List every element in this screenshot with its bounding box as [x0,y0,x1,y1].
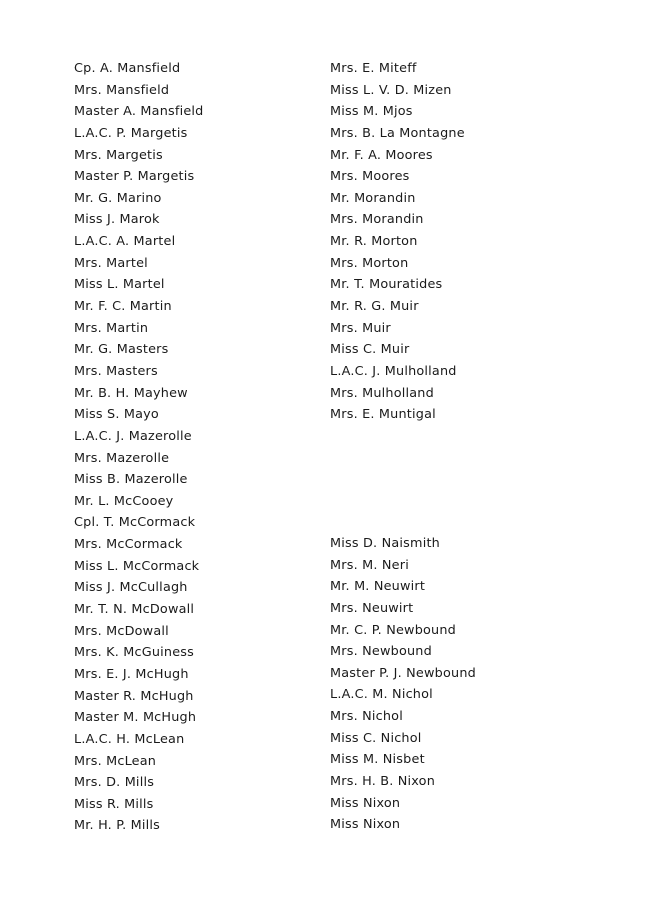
list-item: Miss Nixon [330,795,401,811]
list-item: Miss B. Mazerolle [74,472,188,488]
list-item: Mrs. Masters [74,363,158,379]
list-item: Mr. F. A. Moores [330,147,433,163]
list-item: Master P. J. Newbound [330,665,476,681]
list-item: Mr. R. G. Muir [330,299,419,315]
list-item: Mrs. Martin [74,320,149,336]
name-list-right-m [330,58,465,426]
list-item: Mrs. D. Mills [74,775,155,791]
list-item: Master M. McHugh [74,710,197,726]
list-item: L.A.C. P. Margetis [74,125,188,141]
list-item: Mrs. H. B. Nixon [330,774,436,790]
list-item: Miss R. Mills [74,796,154,812]
list-item: L.A.C. H. McLean [74,731,185,747]
list-item: Mrs. McCormack [74,537,183,553]
list-item: Cp. A. Mansfield [74,61,181,76]
list-item: Mrs. McDowall [74,623,169,639]
list-item: Mrs. Morandin [330,212,424,228]
list-item: Mr. Morandin [330,190,416,206]
list-item: Miss J. Marok [74,212,160,228]
list-item: Miss M. Mjos [330,104,413,120]
list-item: Mrs. Neuwirt [330,600,414,616]
list-item: Mr. R. Morton [330,234,418,250]
list-item: Mrs. Margetis [74,147,163,163]
list-item: Miss M. Nisbet [330,752,425,768]
list-item: Mrs. Mansfield [74,82,170,98]
list-item: Miss C. Nichol [330,730,422,746]
list-item: L.A.C. J. Mulholland [330,363,457,379]
list-item: Mrs. B. La Montagne [330,125,465,141]
list-item: L.A.C. A. Martel [74,234,176,250]
list-item: Mrs. Nichol [330,709,403,725]
list-item: Mrs. M. Neri [330,557,409,573]
list-item: Mr. G. Masters [74,342,169,358]
list-item: Mrs. Moores [330,169,410,185]
list-item: Mrs. Mazerolle [74,450,170,466]
list-item: Master R. McHugh [74,688,194,704]
list-item: Mrs. K. McGuiness [74,645,195,661]
list-item: L.A.C. J. Mazerolle [74,428,192,444]
list-item: Miss L. McCormack [74,558,200,574]
list-item: Mrs. E. Muntigal [330,407,436,423]
list-item: Miss S. Mayo [74,407,159,423]
list-item: Miss D. Naismith [330,536,440,551]
list-item: Cpl. T. McCormack [74,515,196,531]
list-item: Mrs. E. J. McHugh [74,666,189,682]
list-item: Miss L. V. D. Mizen [330,82,452,98]
list-item: Mrs. McLean [74,753,157,769]
name-list-right-n [330,533,476,836]
list-item: Mr. T. Mouratides [330,277,443,293]
list-item: Mr. F. C. Martin [74,299,172,315]
list-item: Mrs. Mulholland [330,385,434,401]
list-item: Mrs. Newbound [330,644,432,660]
list-item: Mr. T. N. McDowall [74,602,195,618]
list-item: Mr. G. Marino [74,190,162,206]
name-list-left [74,58,204,837]
list-item: Mrs. E. Miteff [330,61,417,76]
list-item: Mr. M. Neuwirt [330,579,426,595]
list-item: Miss Nixon [330,817,401,833]
list-item: Mr. H. P. Mills [74,818,161,834]
list-item: Mrs. Muir [330,320,391,336]
list-item: Master P. Margetis [74,169,195,185]
list-item: Mrs. Martel [74,255,148,271]
list-item: Miss L. Martel [74,277,165,293]
list-item: Mrs. Morton [330,255,409,271]
list-item: Master A. Mansfield [74,104,204,120]
list-item: Mr. C. P. Newbound [330,622,457,638]
list-item: Mr. L. McCooey [74,493,174,509]
list-item: Miss C. Muir [330,342,410,358]
list-item: Miss J. McCullagh [74,580,188,596]
list-item: L.A.C. M. Nichol [330,687,433,703]
list-item: Mr. B. H. Mayhew [74,385,188,401]
